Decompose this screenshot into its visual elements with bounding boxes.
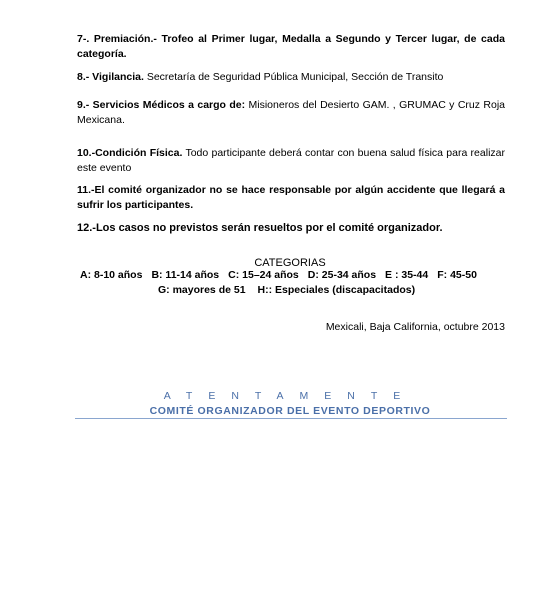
rule-9-medical bbox=[77, 98, 505, 128]
rule-9-heading: 9.- Servicios Médicos a cargo de: bbox=[77, 99, 246, 111]
categories-title: CATEGORIAS bbox=[254, 257, 326, 269]
signature-atentamente: ATENTAMENTE bbox=[163, 390, 417, 402]
rule-8-body: Secretaría de Seguridad Pública Municipal, Sección de Transito bbox=[143, 71, 444, 83]
category-h: H:: Especiales (discapacitados) bbox=[257, 284, 416, 296]
rule-10-body: Todo participante deberá contar con buena salud física para realizar este evento bbox=[77, 147, 505, 174]
category-f: F: 45-50 bbox=[437, 269, 477, 281]
rule-9-body: Misioneros del Desierto GAM. , GRUMAC y Cruz Roja Mexicana. bbox=[77, 99, 505, 126]
rule-11-liability: 11.-El comité organizador no se hace responsable por algún accidente que llegará a sufrir los participantes. bbox=[77, 184, 505, 211]
signature-organizer: COMITÉ ORGANIZADOR DEL EVENTO DEPORTIVO bbox=[149, 405, 431, 417]
rule-12-unforeseen: 12.-Los casos no previstos serán resueltos por el comité organizador. bbox=[77, 222, 443, 234]
place-date-line: Mexicali, Baja California, octubre 2013 bbox=[325, 321, 505, 333]
rule-7-body: Trofeo al Primer lugar, Medalla a Segundo y Tercer lugar, de cada categoría. bbox=[77, 33, 505, 60]
categories-line-2 bbox=[158, 283, 415, 297]
rule-7-heading: 7-. Premiación.- bbox=[77, 33, 157, 45]
categories-line-1 bbox=[80, 268, 477, 282]
category-g: G: mayores de 51 bbox=[158, 284, 246, 296]
rule-10-fitness bbox=[77, 146, 505, 176]
signature-underline bbox=[75, 418, 507, 419]
category-d: D: 25-34 años bbox=[307, 269, 377, 281]
category-a: A: 8-10 años bbox=[80, 269, 143, 281]
category-c: C: 15–24 años bbox=[228, 269, 299, 281]
rule-7-awards bbox=[77, 32, 505, 62]
rule-8-heading: 8.- Vigilancia. bbox=[77, 71, 144, 83]
rule-8-security bbox=[77, 70, 505, 85]
rule-10-heading: 10.-Condición Física. bbox=[77, 147, 183, 159]
category-e: E : 35-44 bbox=[385, 269, 429, 281]
category-b: B: 11-14 años bbox=[151, 269, 220, 281]
